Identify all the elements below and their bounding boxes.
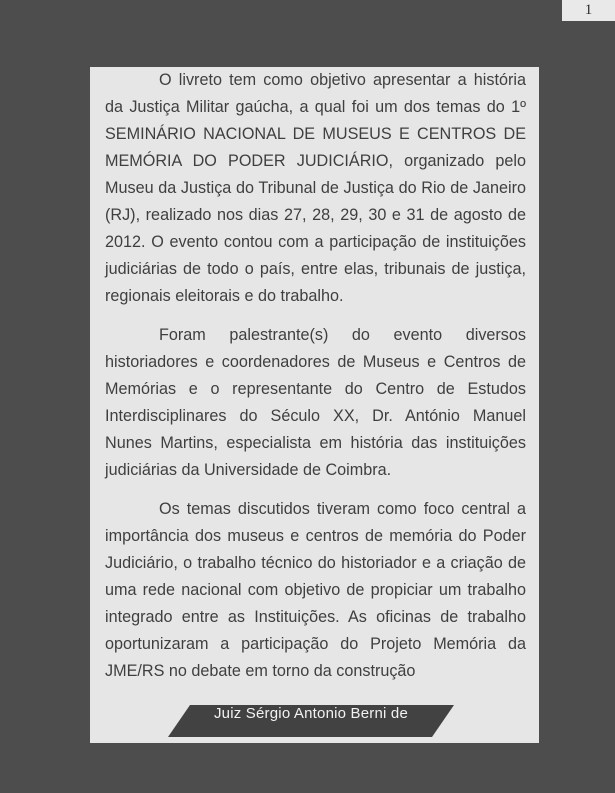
paragraph-themes: Os temas discutidos tiveram como foco central a importância dos museus e centros de memória do Poder Judiciário, o trabalho técnico do historiador e a criação de uma rede nacional com objetivo de propiciar um trabalho integrado entre as Instituições. As oficinas de trabalho oportunizaram a participação do Projeto Memória da JME/RS no debate em torno da construção [105, 500, 526, 680]
paragraph-intro: O livreto tem como objetivo apresentar a história da Justiça Militar gaúcha, a qual foi um dos temas do 1º SEMINÁRIO NACIONAL DE MUSEUS E CENTROS DE MEMÓRIA DO PODER JUDICIÁRIO, organizado pelo Museu da Justiça do Tribunal de Justiça do Rio de Janeiro (RJ), realizado nos dias 27, 28, 29, 30 e 31 de agosto de 2012. O evento contou com a participação de instituições judiciárias de todo o país, entre elas, tribunais de justiça, regionais eleitorais e do trabalho. [105, 71, 526, 305]
page-number: 1 [562, 0, 615, 21]
document-body [105, 67, 526, 697]
text-panel [90, 67, 539, 743]
caption-text: Juiz Sérgio Antonio Berni de [213, 705, 409, 722]
paragraph-speakers: Foram palestrante(s) do evento diversos historiadores e coordenadores de Museus e Centros de Memórias e o representante do Centro de Estudos Interdisciplinares do Século XX, Dr. António Manuel Nunes Martins, especialista em história das instituições judiciárias da Universidade de Coimbra. [105, 326, 526, 479]
caption-banner [168, 705, 454, 737]
